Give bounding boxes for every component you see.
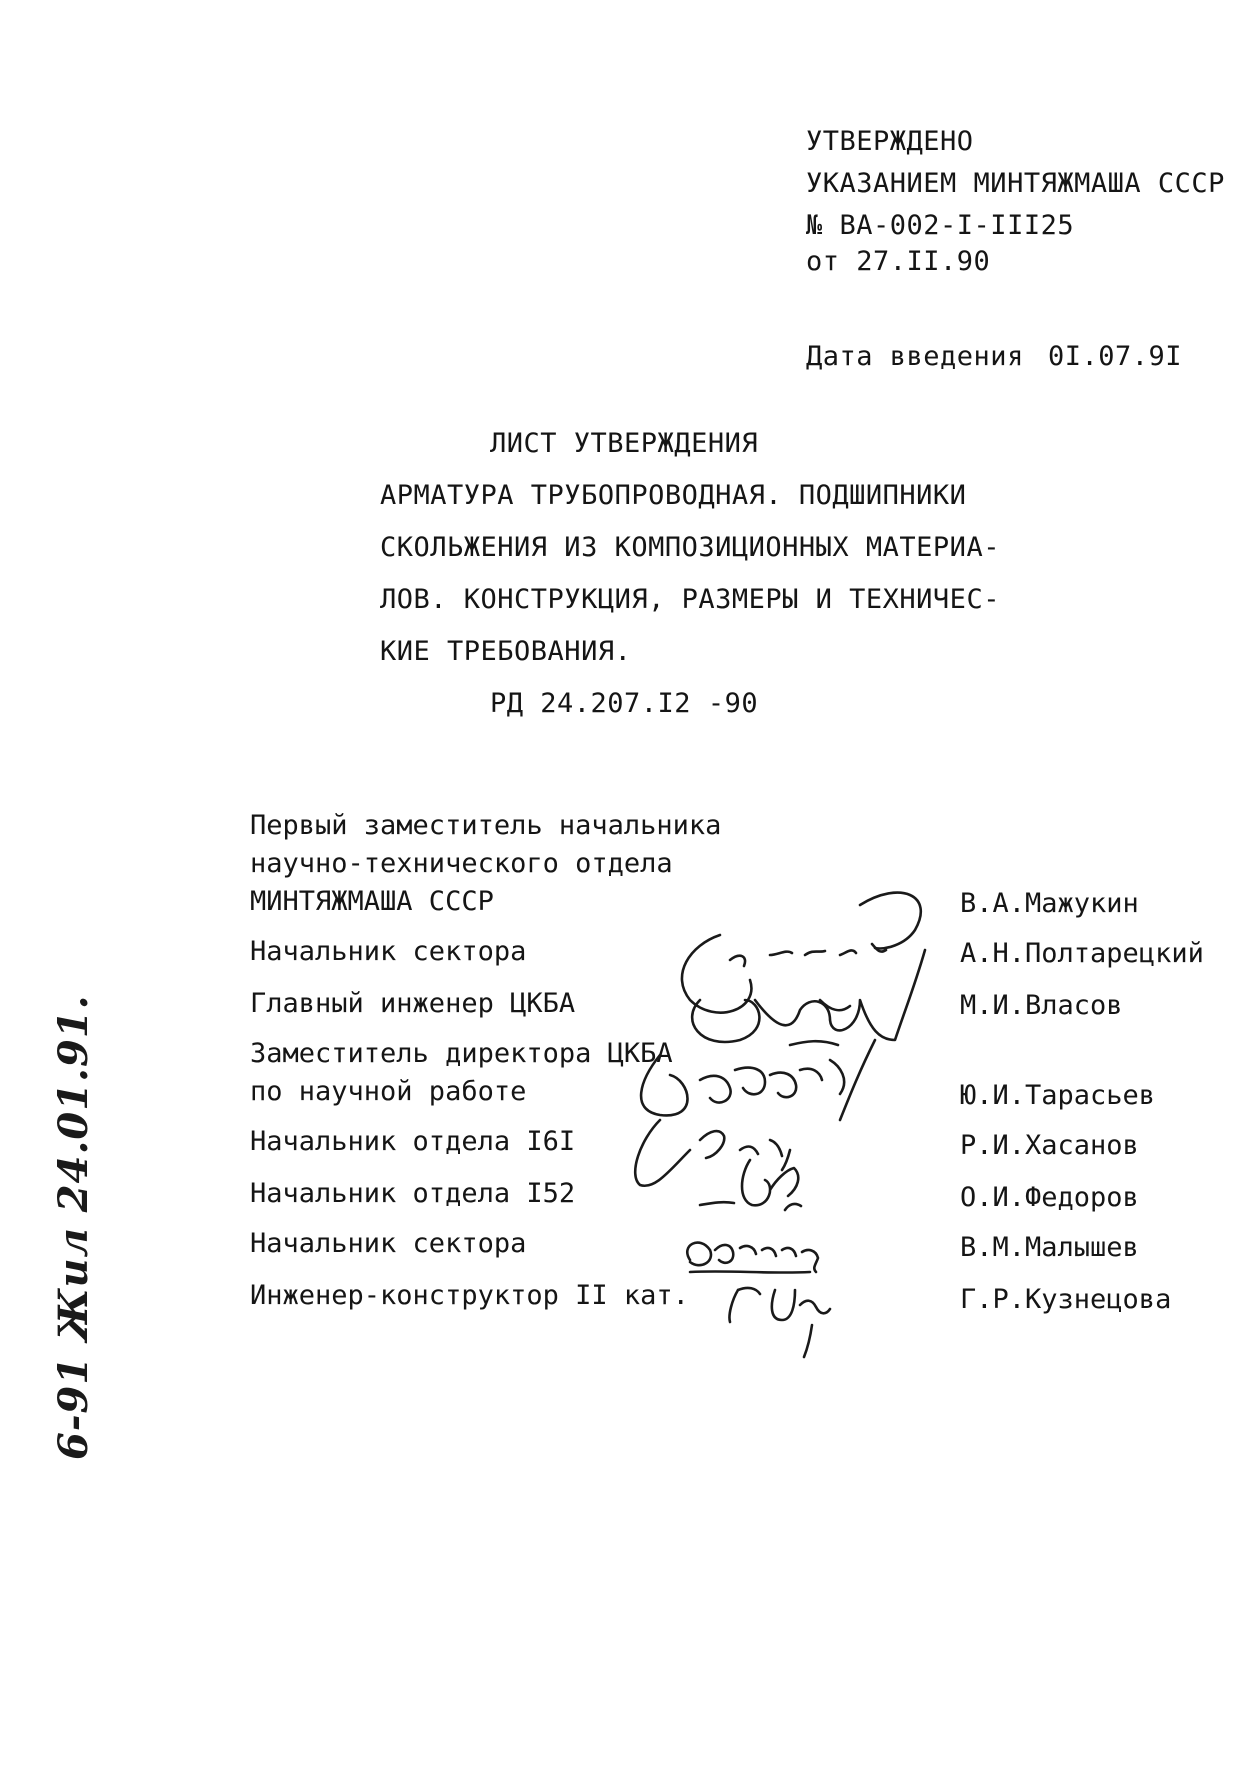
signature-fedorov	[700, 1160, 801, 1210]
signatory-3-position: Главный инженер ЦКБА	[250, 988, 576, 1019]
title-line-1: АРМАТУРА ТРУБОПРОВОДНАЯ. ПОДШИПНИКИ	[380, 480, 967, 511]
title-line-3: ЛОВ. КОНСТРУКЦИЯ, РАЗМЕРЫ И ТЕХНИЧЕС-	[380, 584, 1000, 615]
intro-date-value: 0I.07.9I	[1048, 341, 1183, 372]
signatory-5-position: Начальник отдела I6I	[250, 1126, 576, 1157]
signature-vlasov	[692, 950, 925, 1042]
document-code: РД 24.207.I2 -90	[490, 688, 759, 719]
signatory-1-position-line-1: Первый заместитель начальника	[250, 810, 722, 841]
signature-tarasiev	[641, 1040, 875, 1120]
signatory-4-position-line-1: Заместитель директора ЦКБА	[250, 1038, 673, 1069]
signature-poltaretsky	[682, 935, 886, 1013]
signatory-8-position: Инженер-конструктор II кат.	[250, 1280, 689, 1311]
signatory-4-position-line-2: по научной работе	[250, 1076, 527, 1107]
title-line-2: СКОЛЬЖЕНИЯ ИЗ КОМПОЗИЦИОННЫХ МАТЕРИА-	[380, 532, 1000, 563]
signatory-4-name: Ю.И.Тарасьев	[960, 1080, 1156, 1111]
approval-line-4: от 27.II.90	[806, 246, 991, 277]
signatory-5-name: Р.И.Хасанов	[960, 1130, 1139, 1161]
signatory-1-position-line-3: МИНТЯЖМАША СССР	[250, 886, 494, 917]
signatory-3-name: М.И.Власов	[960, 990, 1123, 1021]
title-line-4: КИЕ ТРЕБОВАНИЯ.	[380, 636, 632, 667]
signatory-1-name: В.А.Мажукин	[960, 888, 1139, 919]
signatory-6-position: Начальник отдела I52	[250, 1178, 576, 1209]
signature-khasanov	[635, 1120, 790, 1186]
signatory-2-position: Начальник сектора	[250, 936, 527, 967]
signatory-1-position-line-2: научно-технического отдела	[250, 848, 673, 879]
sheet-title: ЛИСТ УТВЕРЖДЕНИЯ	[490, 428, 759, 459]
approval-line-2: УКАЗАНИЕМ МИНТЯЖМАША СССР	[806, 168, 1225, 199]
signatory-6-name: О.И.Федоров	[960, 1182, 1139, 1213]
signatory-7-position: Начальник сектора	[250, 1228, 527, 1259]
approval-line-1: УТВЕРЖДЕНО	[806, 126, 974, 157]
signature-mazhukin	[860, 893, 921, 949]
intro-date-label: Дата введения	[806, 341, 1024, 372]
signature-malyshev	[687, 1243, 818, 1273]
signatory-8-name: Г.Р.Кузнецова	[960, 1284, 1172, 1315]
signature-kuznetsova	[729, 1288, 830, 1357]
signatory-7-name: В.М.Малышев	[960, 1232, 1139, 1263]
approval-line-3: № ВА-002-I-III25	[806, 210, 1075, 241]
signatory-2-name: А.Н.Полтарецкий	[960, 938, 1204, 969]
margin-handwritten-note: 6-91 Жил 24.01.91.	[50, 994, 97, 1460]
